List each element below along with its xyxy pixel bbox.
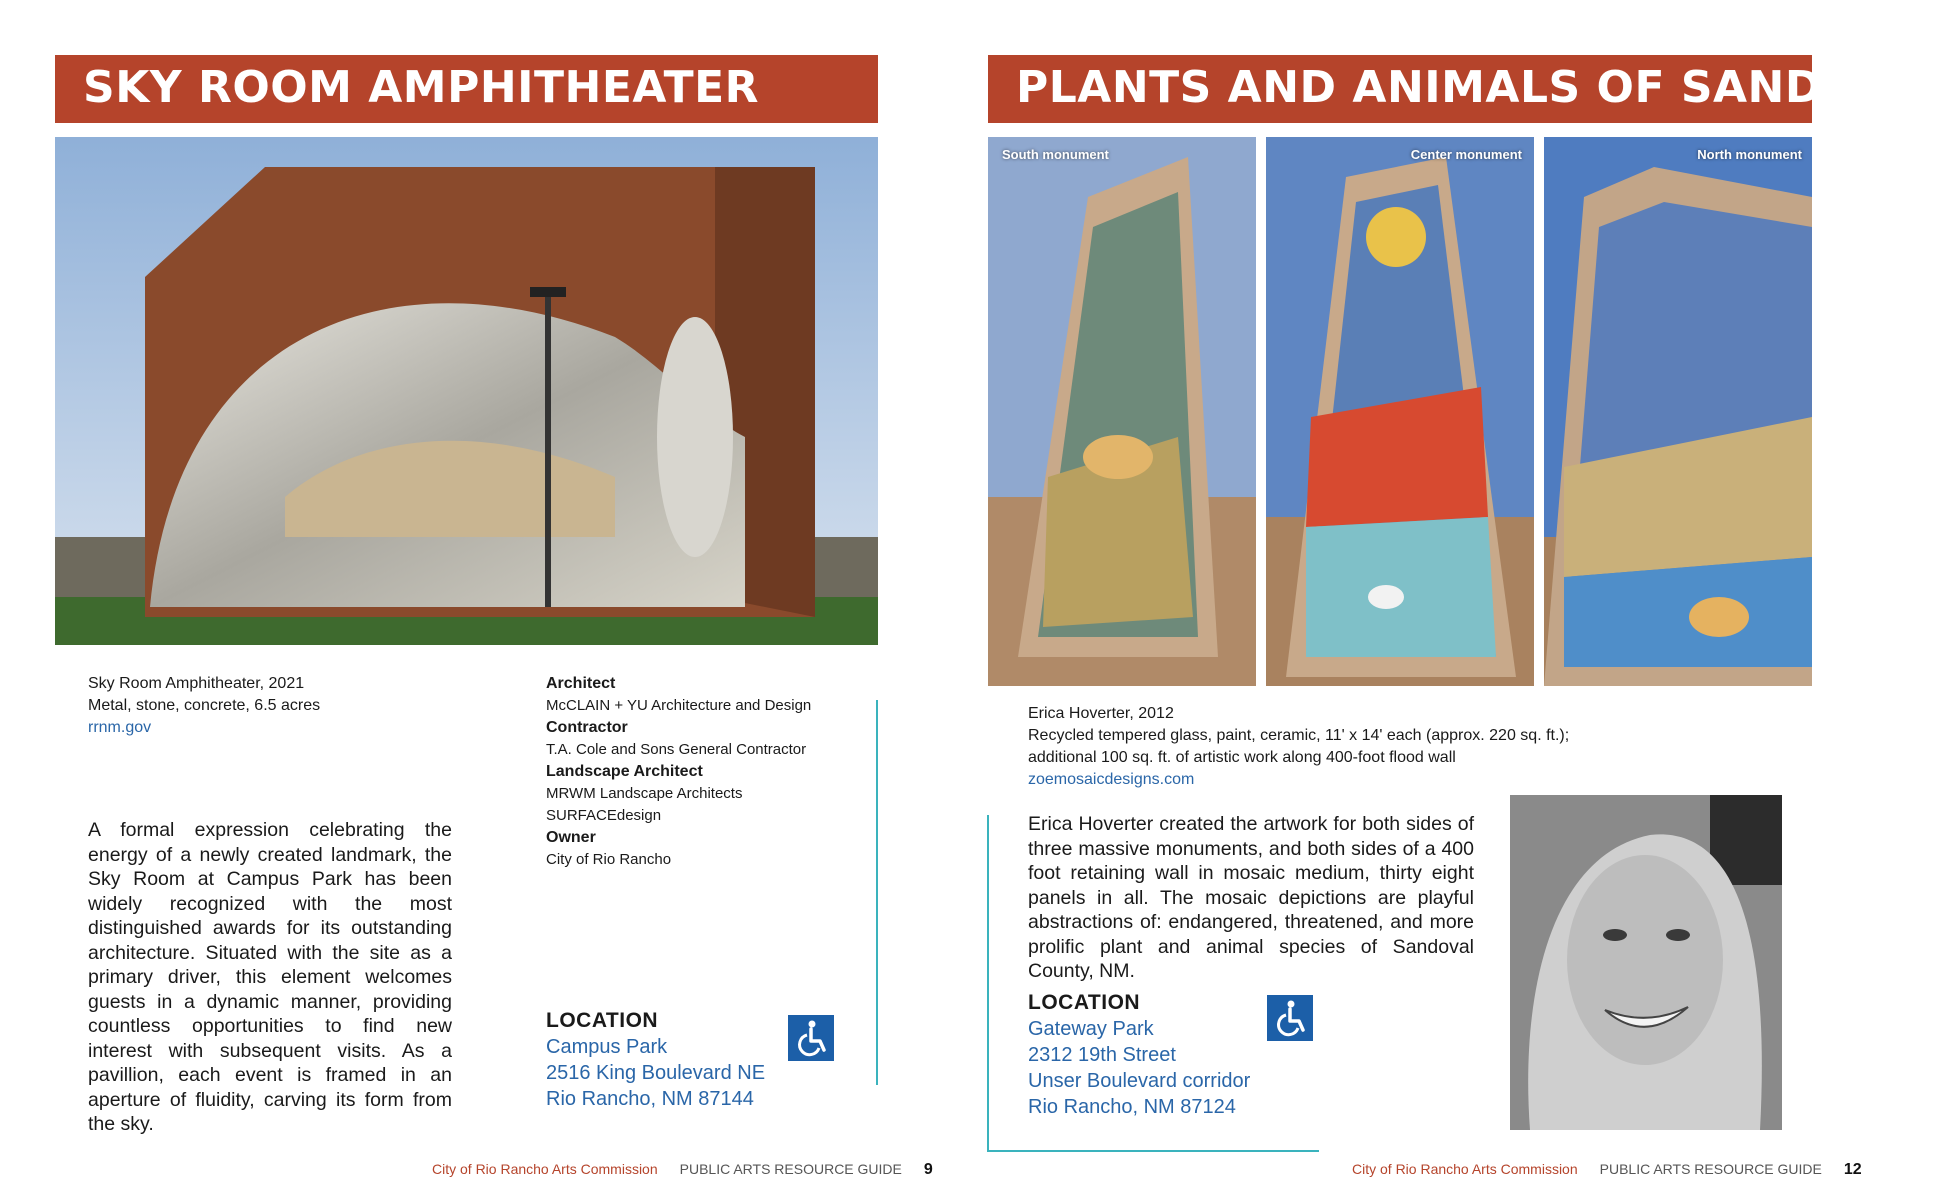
- credit-role: Contractor: [546, 719, 628, 736]
- sky-room-description: A formal expression celebrating the energy of a newly created landmark, the Sky Room at Campus Park has been widely recognized with the most distinguished awards for its outstanding architecture. Situated with the site as a primary driver, this element welcomes guests in a dynamic manner, providing countless opportunities to find new interest with subsequent visits. As a pavillion, each event is framed in an aperture of fluidity, carving its form from the sky.: [88, 819, 452, 1135]
- footer-guide: PUBLIC ARTS RESOURCE GUIDE: [1599, 1161, 1822, 1177]
- location-line: 2312 19th Street: [1028, 1044, 1176, 1066]
- caption-link[interactable]: rrnm.gov: [88, 719, 152, 736]
- left-divider-rule: [876, 700, 878, 1085]
- credit-contractor: [546, 717, 866, 761]
- caption-link[interactable]: zoemosaicdesigns.com: [1028, 771, 1195, 788]
- mosaic-caption: [1028, 703, 1768, 791]
- page-number: 9: [923, 1161, 933, 1178]
- wheelchair-accessible-icon: [788, 1015, 834, 1061]
- right-location: [1028, 990, 1288, 1120]
- artist-portrait: [1510, 795, 1782, 1130]
- location-heading: LOCATION: [1028, 991, 1141, 1014]
- artist-portrait-illustration: [1510, 795, 1782, 1130]
- credit-value: SURFACEdesign: [546, 807, 662, 824]
- center-monument-illustration: [1266, 137, 1534, 686]
- north-monument-illustration: [1544, 137, 1812, 686]
- wheelchair-accessible-icon: [1267, 995, 1313, 1041]
- monument-label: Center monument: [1410, 147, 1522, 162]
- location-line: Rio Rancho, NM 87144: [546, 1088, 754, 1110]
- mosaic-description: Erica Hoverter created the artwork for both sides of three massive monuments, and both sides of a 400 foot retaining wall in mosaic medium, thirty eight panels in all. The mosaic depictions are playful abstractions of: endangered, threatened, and more prolific plant and animal species of Sandoval County, NM.: [1028, 813, 1474, 982]
- footer-org: City of Rio Rancho Arts Commission: [432, 1161, 658, 1177]
- footer-org: City of Rio Rancho Arts Commission: [1352, 1161, 1578, 1177]
- sky-room-illustration: [55, 137, 878, 645]
- center-monument-photo: [1266, 137, 1534, 686]
- location-line: Gateway Park: [1028, 1018, 1154, 1040]
- left-page-title: SKY ROOM AMPHITHEATER: [55, 55, 878, 123]
- credit-owner: [546, 827, 866, 871]
- monument-label: South monument: [1002, 147, 1109, 162]
- location-line: Rio Rancho, NM 87124: [1028, 1096, 1236, 1118]
- location-heading: LOCATION: [546, 1009, 659, 1032]
- page-number: 12: [1843, 1161, 1862, 1178]
- location-line: Unser Boulevard corridor: [1028, 1070, 1251, 1092]
- left-footer: [432, 1160, 933, 1179]
- caption-materials: Metal, stone, concrete, 6.5 acres: [88, 697, 321, 714]
- sky-room-photo: [55, 137, 878, 645]
- credit-role: Owner: [546, 829, 596, 846]
- credits-block: [546, 673, 866, 871]
- right-divider-rule-vertical: [987, 815, 989, 1152]
- right-page-title: PLANTS AND ANIMALS OF SANDOVAL: [988, 55, 1812, 123]
- credit-value: McCLAIN + YU Architecture and Design: [546, 697, 812, 714]
- credit-landscape-architect: [546, 761, 866, 827]
- caption-extra: additional 100 sq. ft. of artistic work along 400-foot flood wall: [1028, 749, 1456, 766]
- credit-architect: [546, 673, 866, 717]
- north-monument-photo: [1544, 137, 1812, 686]
- credit-value: City of Rio Rancho: [546, 851, 672, 868]
- location-line: Campus Park: [546, 1036, 668, 1058]
- caption-artist: Erica Hoverter, 2012: [1028, 705, 1174, 722]
- footer-guide: PUBLIC ARTS RESOURCE GUIDE: [679, 1161, 902, 1177]
- left-location: [546, 1008, 806, 1112]
- location-line: 2516 King Boulevard NE: [546, 1062, 766, 1084]
- credit-value: T.A. Cole and Sons General Contractor: [546, 741, 807, 758]
- caption-title: Sky Room Amphitheater, 2021: [88, 675, 305, 692]
- right-footer: [1352, 1160, 1862, 1179]
- monument-label: North monument: [1697, 147, 1802, 162]
- credit-value: MRWM Landscape Architects: [546, 785, 743, 802]
- south-monument-photo: [988, 137, 1256, 686]
- sky-room-caption: [88, 673, 488, 739]
- credit-role: Landscape Architect: [546, 763, 703, 780]
- right-divider-rule-horizontal: [987, 1150, 1319, 1152]
- caption-materials: Recycled tempered glass, paint, ceramic, 11' x 14' each (approx. 220 sq. ft.);: [1028, 727, 1570, 744]
- credit-role: Architect: [546, 675, 616, 692]
- south-monument-illustration: [988, 137, 1256, 686]
